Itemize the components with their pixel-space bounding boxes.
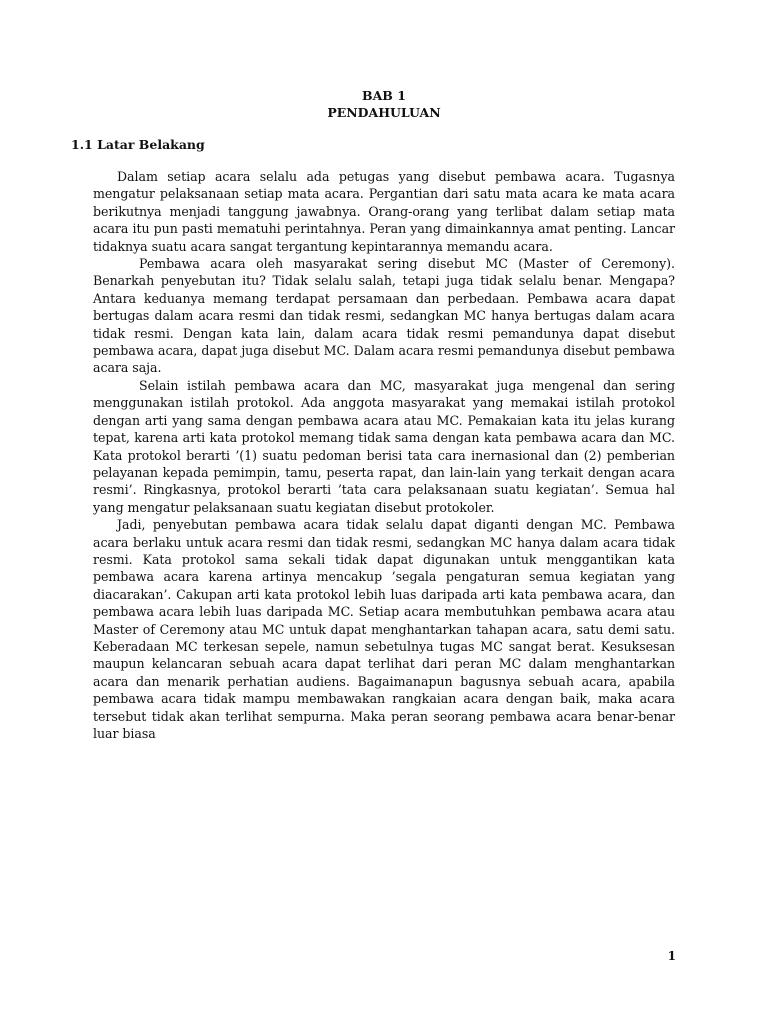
chapter-title: PENDAHULUAN xyxy=(327,105,441,120)
section-heading: 1.1 Latar Belakang xyxy=(71,137,205,152)
document-body xyxy=(93,168,675,742)
chapter-number: BAB 1 xyxy=(362,88,406,103)
paragraph-3: Selain istilah pembawa acara dan MC, masyarakat juga mengenal dan sering menggunakan istilah protokol. Ada anggota masyarakat yang memakai istilah protokol dengan arti yang sama dengan pembawa acara atau MC. Pemakaian kata itu jelas kurang tepat, karena arti kata protokol memang tidak sama dengan kata pembawa acara dan MC. Kata protokol berarti ’(1) suatu pedoman berisi tata cara inernasional dan (2) pemberian pelayanan kepada pemimpin, tamu, peserta rapat, dan lain-lain yang terkait dengan acara resmi’. Ringkasnya, protokol berarti ’tata cara pelaksanaan suatu kegiatan’. Semua hal yang mengatur pelaksanaan suatu kegiatan disebut protokoler. xyxy=(93,377,675,515)
page-number: 1 xyxy=(667,949,676,963)
paragraph-2: Pembawa acara oleh masyarakat sering disebut MC (Master of Ceremony). Benarkah penyebutan itu? Tidak selalu salah, tetapi juga tidak selalu benar. Mengapa? Antara keduanya memang terdapat persamaan dan perbedaan. Pembawa acara dapat bertugas dalam acara resmi dan tidak resmi, sedangkan MC hanya bertugas dalam acara tidak resmi. Dengan kata lain, dalam acara tidak resmi pemandunya dapat disebut pembawa acara, dapat juga disebut MC. Dalam acara resmi pemandunya disebut pembawa acara saja. xyxy=(93,256,675,376)
paragraph-4: Jadi, penyebutan pembawa acara tidak selalu dapat diganti dengan MC. Pembawa acara berlaku untuk acara resmi dan tidak resmi, sedangkan MC hanya dalam acara tidak resmi. Kata protokol sama sekali tidak dapat digunakan untuk menggantikan kata pembawa acara karena artinya mencakup ’segala pengaturan semua kegiatan yang diacarakan’. Cakupan arti kata protokol lebih luas daripada arti kata pembawa acara, dan pembawa acara lebih luas daripada MC. Setiap acara membutuhkan pembawa acara atau Master of Ceremony atau MC untuk dapat menghantarkan tahapan acara, satu demi satu. Keberadaan MC terkesan sepele, namun sebetulnya tugas MC sangat berat. Kesuksesan maupun kelancaran sebuah acara dapat terlihat dari peran MC dalam menghantarkan acara dan menarik perhatian audiens. Bagaimanapun bagusnya sebuah acara, apabila pembawa acara tidak mampu membawakan rangkaian acara dengan baik, maka acara tersebut tidak akan terlihat sempurna. Maka peran seorang pembawa acara benar-benar luar biasa xyxy=(93,517,675,741)
paragraph-1: Dalam setiap acara selalu ada petugas yang disebut pembawa acara. Tugasnya mengatur pelaksanaan setiap mata acara. Pergantian dari satu mata acara ke mata acara berikutnya menjadi tanggung jawabnya. Orang-orang yang terlibat dalam setiap mata acara itu pun pasti mematuhi perintahnya. Peran yang dimainkannya amat penting. Lancar tidaknya suatu acara sangat tergantung kepintarannya memandu acara. xyxy=(93,169,675,254)
